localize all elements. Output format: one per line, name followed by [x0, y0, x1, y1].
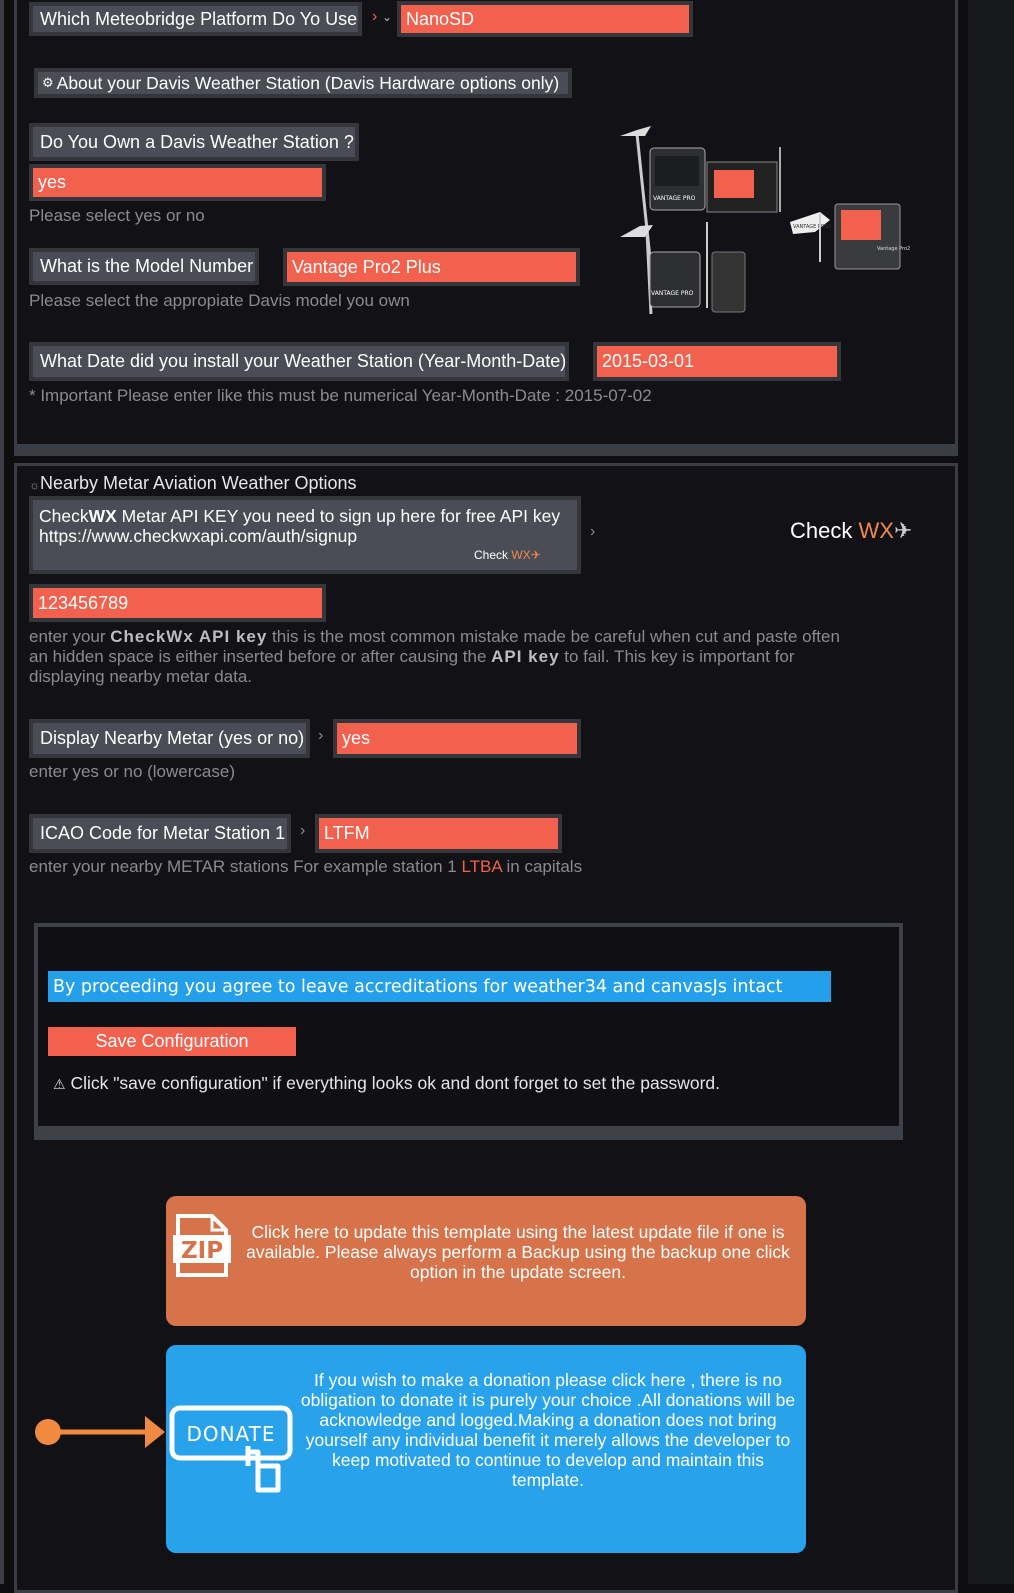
icao-label: ICAO Code for Metar Station 1: [29, 814, 291, 853]
model-label: What is the Model Number: [29, 248, 259, 285]
vantage-pro-bottom-icon: [620, 222, 745, 314]
page-frame-left: [0, 0, 4, 1584]
checkwx-small-wx: WX: [511, 548, 531, 562]
model-hint: Please select the appropiate Davis model you own: [29, 291, 410, 310]
donate-icon-text: DONATE: [186, 1422, 276, 1446]
api-hint-5: displaying nearby metar data.: [29, 667, 253, 686]
display-metar-hint: enter yes or no (lowercase): [29, 762, 235, 781]
own-davis-hint: Please select yes or no: [29, 206, 205, 225]
image-label-1: VANTAGE PRO: [653, 195, 696, 202]
caret-down-icon: ⌄: [382, 10, 393, 24]
save-note: [53, 1073, 720, 1094]
api-key-hint: [29, 627, 929, 687]
warning-icon: ⚠: [53, 1076, 66, 1092]
donate-line-6: template.: [512, 1470, 584, 1490]
davis-section-title-text: About your Davis Weather Station (Davis Hardware options only): [56, 72, 560, 93]
zip-icon-text: ZIP: [180, 1238, 224, 1264]
api-hint-1: enter your: [29, 627, 111, 646]
icao-input[interactable]: LTFM: [315, 814, 562, 853]
arrow-right-icon: [30, 1412, 170, 1452]
vantage-pro2-icon: [790, 204, 910, 269]
zip-file-icon: [172, 1213, 232, 1279]
api-hint-bold-2: API key: [491, 647, 560, 666]
model-select[interactable]: Vantage Pro2 Plus: [283, 248, 580, 286]
plane-icon: ✈: [893, 518, 913, 543]
donate-line-4: yourself any individual benefit it merely allows the developer to: [305, 1430, 791, 1450]
update-line-3: option in the update screen.: [410, 1262, 626, 1282]
platform-label: Which Meteobridge Platform Do Yo Use: [29, 2, 362, 36]
davis-section-title: [34, 68, 572, 98]
image-label-4: Vantage Pro2: [877, 246, 910, 252]
page-frame-right: [968, 0, 1014, 1584]
sun-icon: ☼: [29, 478, 40, 492]
donate-line-5: keep motivated to continue to develop and maintain this: [332, 1450, 764, 1470]
api-hint-2: this is the most common mistake made be careful when cut and paste often: [267, 627, 840, 646]
chevron-right-icon: ›: [372, 8, 378, 25]
metar-section-title-text: Nearby Metar Aviation Weather Options: [40, 473, 357, 493]
update-card-text: [236, 1222, 800, 1282]
install-date-hint: * Important Please enter like this must be numerical Year-Month-Date : 2015-07-02: [29, 386, 652, 405]
checkwx-wx: WX: [858, 518, 894, 543]
checkwx-small-logo: [474, 545, 541, 565]
chevron-right-icon: ›: [318, 727, 324, 744]
update-line-2: available. Please always perform a Backup using the backup one click: [246, 1242, 790, 1262]
chevron-right-icon: ›: [300, 822, 306, 839]
davis-stations-image: [615, 122, 910, 317]
display-metar-label: Display Nearby Metar (yes or no): [29, 719, 310, 758]
checkwx-check: Check: [790, 518, 853, 543]
api-hint-bold-1: CheckWx API key: [110, 627, 268, 646]
icao-hint: [29, 857, 582, 877]
agreement-banner: By proceeding you agree to leave accreditations for weather34 and canvasJs intact: [48, 971, 831, 1002]
plane-icon: ✈: [530, 548, 541, 562]
api-hint-3: an hidden space is either inserted before or after causing the: [29, 647, 492, 666]
own-davis-select[interactable]: yes: [29, 164, 326, 201]
checkwx-small-check: Check: [474, 548, 509, 562]
donate-hand-icon: [168, 1404, 296, 1494]
platform-select[interactable]: NanoSD: [397, 1, 693, 37]
icao-hint-code: LTBA: [461, 857, 502, 876]
icao-hint-pre: enter your nearby METAR stations For example station 1: [29, 857, 462, 876]
install-date-input[interactable]: 2015-03-01: [593, 342, 841, 381]
image-label-3: VANTAGE PRO2: [793, 224, 832, 230]
api-key-label: [29, 496, 581, 574]
image-label-2: VANTAGE PRO: [651, 290, 694, 297]
update-line-1: Click here to update this template using the latest update file if one is: [251, 1222, 785, 1242]
api-label-post: Metar API KEY you need to sign up here for free API key: [116, 506, 561, 526]
donate-line-2: obligation to donate it is purely your choice .All donations will be: [300, 1390, 796, 1410]
donate-card-text: [292, 1370, 804, 1490]
gear-icon: ⚙: [42, 75, 54, 90]
api-hint-4: to fail. This key is important for: [559, 647, 795, 666]
donate-line-3: acknowledge and logged.Making a donation does not bring: [319, 1410, 777, 1430]
metar-section-title: [29, 473, 357, 494]
icao-hint-post: in capitals: [501, 857, 583, 876]
save-configuration-button[interactable]: Save Configuration: [48, 1027, 296, 1056]
api-key-input[interactable]: 123456789: [29, 584, 326, 622]
save-note-text: Click "save configuration" if everything looks ok and dont forget to set the password.: [70, 1073, 721, 1093]
api-signup-url[interactable]: https://www.checkwxapi.com/auth/signup: [39, 526, 358, 546]
checkwx-logo: [790, 518, 912, 544]
install-date-label: What Date did you install your Weather Station (Year-Month-Date): [29, 342, 569, 381]
donate-line-1: If you wish to make a donation please click here , there is no: [314, 1370, 782, 1390]
display-metar-input[interactable]: yes: [333, 719, 581, 758]
api-label-bold: WX: [88, 506, 117, 526]
own-davis-label: Do You Own a Davis Weather Station ?: [29, 123, 359, 161]
chevron-right-icon: ›: [590, 523, 596, 540]
api-label-pre: Check: [39, 506, 89, 526]
